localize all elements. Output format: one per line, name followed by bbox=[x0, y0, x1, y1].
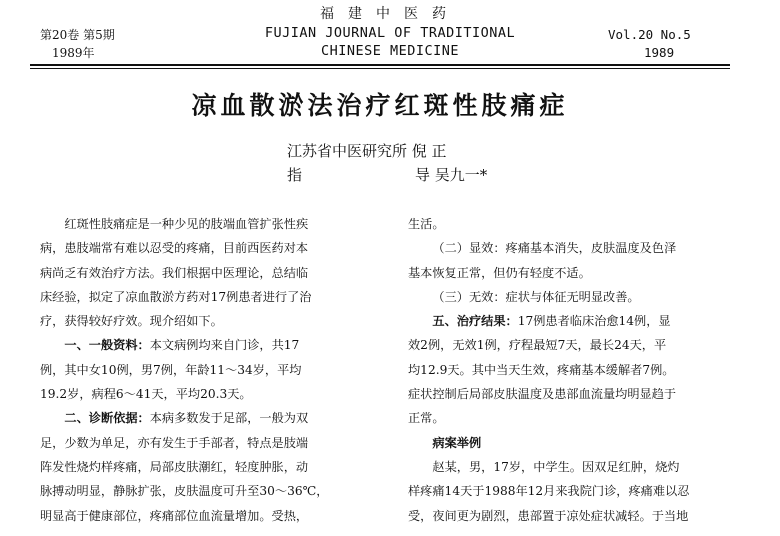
vol-issue-cn: 第20卷 第5期 bbox=[40, 28, 115, 42]
text-content: 脉搏动明显，静脉扩张，皮肤温度可升至30～36℃， bbox=[40, 484, 329, 499]
journal-name-en-line2: CHINESE MEDICINE bbox=[320, 43, 460, 59]
text-content: 赵某，男，17岁，中学生。因双足红肿，烧灼 bbox=[432, 459, 680, 474]
text-line bbox=[40, 333, 378, 357]
text-line bbox=[408, 382, 746, 406]
text-content: 疗，获得较好疗效。现介绍如下。 bbox=[40, 314, 223, 329]
volume-issue-en bbox=[608, 26, 728, 62]
text-line bbox=[408, 455, 746, 479]
text-content: （三）无效：症状与体征无明显改善。 bbox=[432, 289, 640, 304]
advisor-name: 导 吴九一* bbox=[415, 166, 488, 184]
text-content: 症状控制后局部皮肤温度及患部血流量均明显趋于 bbox=[408, 387, 677, 402]
text-content: 正常。 bbox=[408, 411, 445, 426]
year-cn: 1989年 bbox=[52, 46, 95, 60]
text-content: 样疼痛14天于1988年12月来我院门诊，疼痛难以忍 bbox=[408, 484, 690, 499]
text-content: 例，其中女10例，男7例，年龄11～34岁，平均 bbox=[40, 362, 302, 377]
journal-masthead bbox=[190, 4, 590, 60]
author-affiliation: 江苏省中医研究所 倪 正 bbox=[287, 142, 447, 160]
text-line bbox=[40, 358, 378, 382]
section-heading: 五、治疗结果： bbox=[432, 314, 518, 329]
header-rule-thick bbox=[30, 64, 730, 66]
text-line bbox=[408, 479, 746, 503]
section-heading: 一、一般资料： bbox=[64, 338, 150, 353]
text-line bbox=[408, 236, 746, 260]
text-content: 阵发性烧灼样疼痛，局部皮肤潮红，轻度肿胀，动 bbox=[40, 459, 309, 474]
text-line bbox=[408, 285, 746, 309]
text-line bbox=[40, 236, 378, 260]
text-line bbox=[40, 455, 378, 479]
text-content: 足，少数为单足，亦有发生于手部者，特点是肢端 bbox=[40, 435, 309, 450]
text-content: 生活。 bbox=[408, 217, 445, 231]
article-title: 凉血散淤法治疗红斑性肢痛症 bbox=[191, 91, 569, 120]
year-en: 1989 bbox=[644, 45, 675, 60]
text-line bbox=[408, 309, 746, 333]
header-rule-thin bbox=[30, 68, 730, 69]
text-content: 均12.9天。其中当天生效，疼痛基本缓解者7例。 bbox=[408, 362, 675, 377]
journal-name-en-line1: FUJIAN JOURNAL OF TRADITIONAL bbox=[264, 25, 516, 41]
author-block bbox=[287, 139, 587, 187]
text-line bbox=[408, 333, 746, 357]
text-content: 红斑性肢痛症是一种少见的肢端血管扩张性疾 bbox=[64, 217, 309, 231]
text-content: 明显高于健康部位，疼痛部位血流量增加。受热， bbox=[40, 508, 309, 523]
text-line bbox=[40, 406, 378, 430]
text-content: 基本恢复正常，但仍有轻度不适。 bbox=[408, 265, 591, 280]
volume-issue-cn bbox=[40, 26, 170, 62]
text-line bbox=[408, 261, 746, 285]
text-content: 受，夜间更为剧烈，患部置于凉处症状减轻。于当地 bbox=[408, 508, 689, 523]
text-line bbox=[408, 212, 746, 236]
text-line bbox=[408, 358, 746, 382]
text-line bbox=[408, 431, 746, 455]
vol-issue-en: Vol.20 No.5 bbox=[608, 27, 691, 42]
advisor-label: 指 bbox=[287, 166, 303, 184]
text-line bbox=[408, 406, 746, 430]
journal-name-cn: 福建中医药 bbox=[320, 6, 460, 22]
text-content: 床经验，拟定了凉血散淤方药对17例患者进行了治 bbox=[40, 289, 312, 304]
text-line bbox=[40, 309, 378, 333]
text-content: 效2例，无效1例，疗程最短7天，最长24天，平 bbox=[408, 338, 667, 353]
text-line bbox=[40, 479, 378, 503]
text-content: 19.2岁，病程6～41天，平均20.3天。 bbox=[40, 387, 252, 402]
text-line bbox=[40, 382, 378, 406]
text-line bbox=[40, 261, 378, 285]
text-content: 本文病例均来自门诊，共17 bbox=[149, 338, 300, 353]
text-content: （二）显效：疼痛基本消失，皮肤温度及色泽 bbox=[432, 241, 677, 256]
section-heading: 二、诊断依据： bbox=[64, 411, 150, 426]
text-line bbox=[40, 431, 378, 455]
text-content: 17例患者临床治愈14例，显 bbox=[517, 314, 671, 329]
text-content: 病，患肢端常有难以忍受的疼痛，目前西医药对本 bbox=[40, 241, 309, 256]
section-heading: 病案举例 bbox=[432, 435, 482, 450]
left-column bbox=[40, 212, 378, 528]
text-content: 本病多数发于足部，一般为双 bbox=[149, 411, 309, 426]
text-line bbox=[40, 504, 378, 528]
text-content: 病尚乏有效治疗方法。我们根据中医理论，总结临 bbox=[40, 265, 309, 280]
right-column bbox=[408, 212, 746, 528]
text-line bbox=[40, 212, 378, 236]
text-line bbox=[40, 285, 378, 309]
text-line bbox=[408, 504, 746, 528]
